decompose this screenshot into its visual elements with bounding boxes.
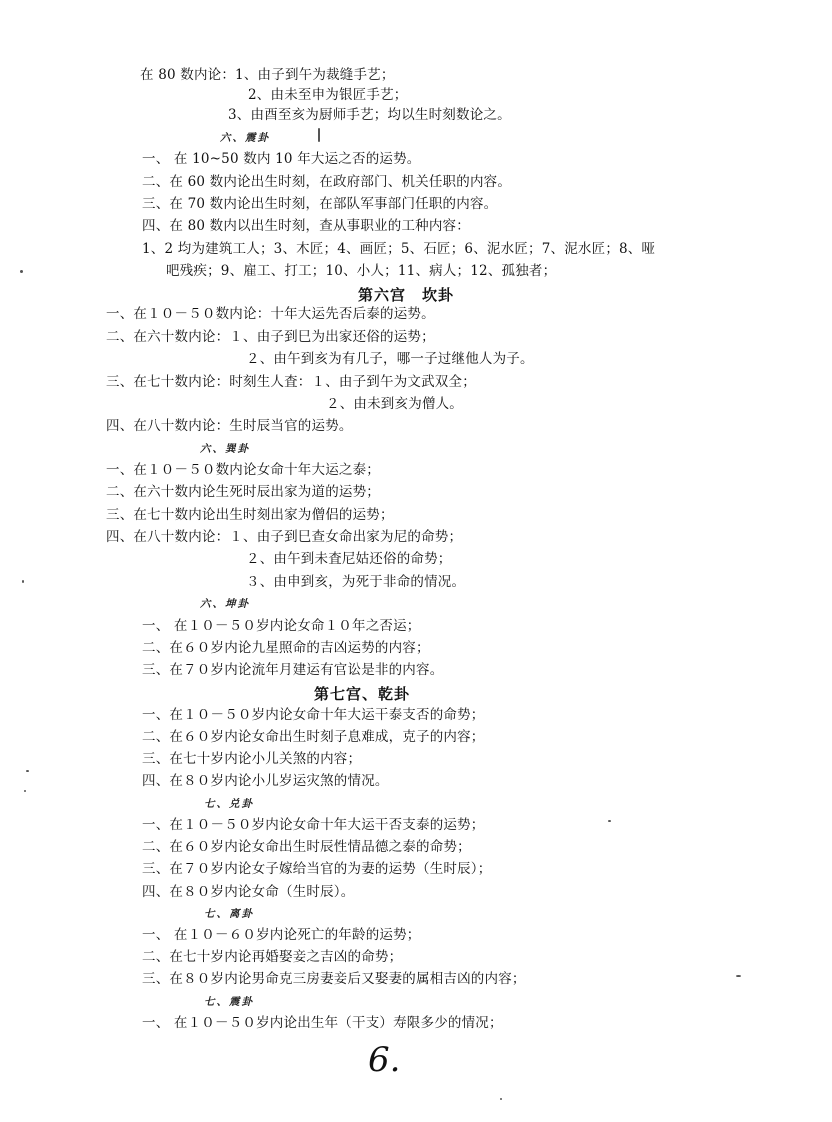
text-line: 3、由酉至亥为厨师手艺；均以生时刻数论之。: [228, 107, 511, 123]
text-line: 二、在六十数内论：１、由子到巳为出家还俗的运势；: [106, 329, 435, 345]
text-line: 二、在七十岁内论再婚娶妾之吉凶的命势；: [142, 949, 403, 965]
text-line: 二、在六十数内论生死时辰出家为道的运势；: [106, 484, 380, 500]
text-line: 一、 在１０－５０岁内论出生年（干支）寿限多少的情况；: [142, 1015, 503, 1031]
text-line: 二、在６０岁内论九星照命的吉凶运势的内容；: [142, 640, 430, 656]
text-line: 三、在七十岁内论小儿关煞的内容；: [142, 751, 362, 767]
section-subheading: 六、坤卦: [200, 598, 250, 610]
section-subheading: 七、兑卦: [204, 798, 254, 810]
section-heading: 第六宫 坎卦: [358, 286, 455, 304]
text-line: ２、由未到亥为僧人。: [326, 396, 463, 412]
text-line: ２、由午到亥为有几子，哪一子过继他人为子。: [246, 351, 534, 367]
scan-speck: [26, 770, 29, 772]
text-line: 四、在八十数内论：生时辰当官的运势。: [106, 418, 353, 434]
section-heading: 第七宫、乾卦: [314, 685, 411, 703]
text-line: 一、 在１０－６０岁内论死亡的年龄的运势；: [142, 927, 421, 943]
text-line: 四、在八十数内论：１、由子到巳查女命出家为尼的命势；: [106, 529, 463, 545]
text-line: 二、在 60 数内论出生时刻，在政府部门、机关任职的内容。: [142, 174, 512, 190]
text-line: 三、在 70 数内论出生时刻，在部队军事部门任职的内容。: [142, 196, 498, 212]
scan-speck: [318, 128, 320, 142]
text-line: 2、由未至申为银匠手艺；: [248, 87, 408, 103]
text-line: 一、在１０－５０数内论：十年大运先否后泰的运势。: [106, 306, 435, 322]
scan-speck: [736, 975, 741, 977]
text-line: 三、在７０岁内论流年月建运有官讼是非的内容。: [142, 662, 444, 678]
text-line: ３、由申到亥，为死于非命的情况。: [246, 574, 466, 590]
text-line: 四、在 80 数内以出生时刻，查从事职业的工种内容：: [142, 218, 470, 234]
scan-speck: [22, 580, 24, 583]
text-line: 一、在１０－５０数内论女命十年大运之泰；: [106, 462, 380, 478]
scan-speck: [24, 790, 26, 792]
section-subheading: 七、离卦: [204, 908, 254, 920]
section-subheading: 六、震卦: [220, 132, 270, 144]
handwritten-page-number: 6.: [368, 1040, 401, 1080]
text-line: 吧残疾；9、雇工、打工；10、小人；11、病人；12、孤独者；: [166, 263, 557, 279]
text-line: 三、在８０岁内论男命克三房妻妾后又娶妻的属相吉凶的内容；: [142, 971, 526, 987]
scan-speck: [500, 1098, 502, 1100]
text-line: 一、在１０－５０岁内论女命十年大运干泰支否的命势；: [142, 707, 485, 723]
text-line: 三、在七十数内论：时刻生人査：１、由子到午为文武双全；: [106, 374, 476, 390]
text-line: 一、 在 10~50 数内 10 年大运之否的运势。: [142, 151, 421, 167]
text-line: 四、在８０岁内论小儿岁运灾煞的情况。: [142, 773, 389, 789]
text-line: 在 80 数内论：1、由子到午为裁缝手艺；: [140, 67, 395, 83]
text-line: ２、由午到未査尼姑还俗的命势；: [246, 551, 452, 567]
section-subheading: 七、震卦: [204, 996, 254, 1008]
scan-speck: [20, 270, 23, 273]
text-line: 一、 在１０－５０岁内论女命１０年之否运；: [142, 618, 421, 634]
text-line: 二、在６０岁内论女命出生时刻子息难成，克子的内容；: [142, 729, 485, 745]
text-line: 三、在七十数内论出生时刻出家为僧侣的运势；: [106, 507, 394, 523]
scan-speck: [608, 820, 611, 822]
text-line: 二、在６０岁内论女命出生时辰性情品德之泰的命势；: [142, 839, 471, 855]
text-line: 四、在８０岁内论女命（生时辰）。: [142, 884, 355, 900]
text-line: 1、2 均为建筑工人；3、木匠；4、画匠；5、石匠；6、泥水匠；7、泥水匠；8、哑: [142, 241, 656, 257]
section-subheading: 六、巽卦: [200, 443, 250, 455]
text-line: 三、在７０岁内论女子嫁给当官的为妻的运势（生时辰）；: [142, 861, 492, 877]
text-line: 一、在１０－５０岁内论女命十年大运干否支泰的运势；: [142, 817, 485, 833]
